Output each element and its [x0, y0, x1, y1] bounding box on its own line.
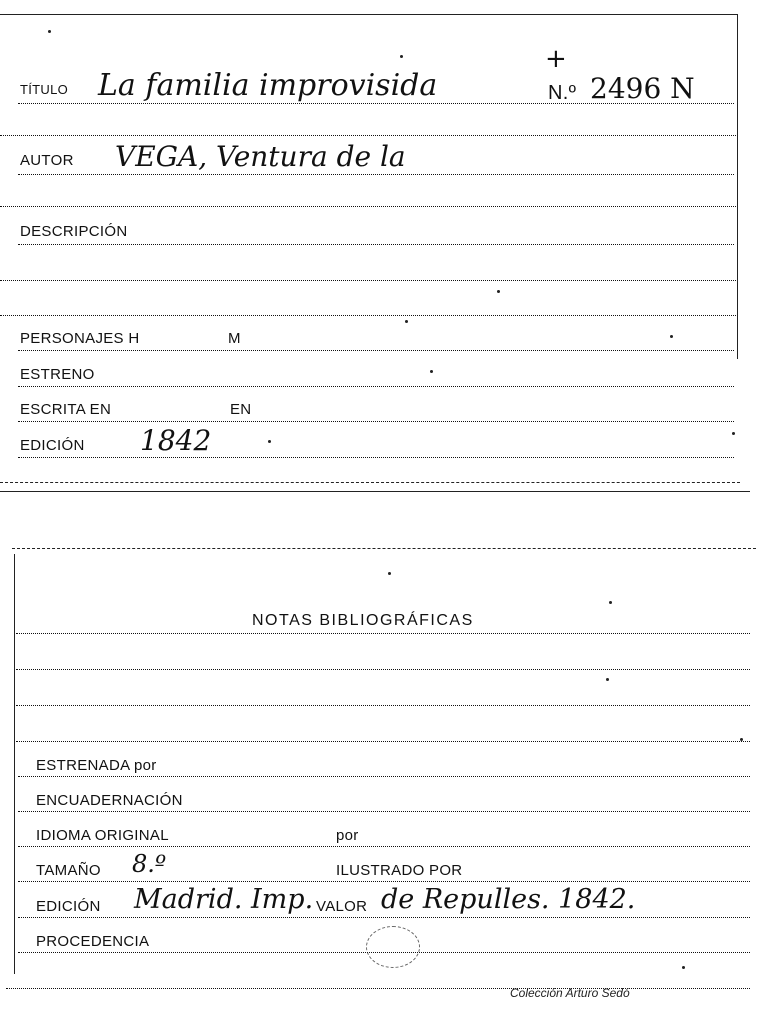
- blank-rule-1: [0, 135, 736, 136]
- tamano-value: 8.º: [132, 850, 167, 878]
- autor-rule: [18, 174, 734, 175]
- edicion2-value-b: de Repulles. 1842.: [381, 884, 636, 915]
- speck: [405, 320, 408, 323]
- escrita-rule: [18, 421, 734, 422]
- personajes-m-label: M: [228, 330, 241, 347]
- speck: [606, 678, 609, 681]
- speck: [430, 370, 433, 373]
- speck: [682, 966, 685, 969]
- speck: [732, 432, 735, 435]
- ilustrado-label: ILUSTRADO POR: [336, 862, 463, 879]
- estrenada-rule: [18, 776, 750, 777]
- procedencia-label: PROCEDENCIA: [36, 933, 150, 950]
- collection-footer: Colección Arturo Sedó: [510, 986, 630, 1000]
- edicion2-rule: [18, 917, 750, 918]
- blank-rule-2: [0, 206, 736, 207]
- card-bottom-edge-dashed: [0, 482, 740, 483]
- card-top-edge: [12, 548, 756, 549]
- idioma-rule: [18, 846, 750, 847]
- notas-rule-3: [16, 705, 750, 706]
- valor-label: VALOR: [316, 898, 368, 915]
- autor-value: VEGA, Ventura de la: [115, 140, 406, 173]
- notas-heading: NOTAS BIBLIOGRÁFICAS: [252, 612, 474, 629]
- tamano-label: TAMAÑO: [36, 862, 101, 879]
- speck: [268, 440, 271, 443]
- bottom-rule: [6, 988, 750, 989]
- personajes-rule: [18, 350, 734, 351]
- speck: [400, 55, 403, 58]
- speck: [609, 601, 612, 604]
- card-left-edge: [14, 554, 15, 974]
- autor-label: AUTOR: [20, 152, 74, 169]
- estreno-rule: [18, 386, 734, 387]
- notas-rule-1: [16, 633, 750, 634]
- speck: [48, 30, 51, 33]
- speck: [670, 335, 673, 338]
- idioma-label: IDIOMA ORIGINAL: [36, 827, 169, 844]
- procedencia-rule: [18, 952, 750, 953]
- punch-hole: [366, 926, 420, 968]
- descripcion-label: DESCRIPCIÓN: [20, 223, 128, 240]
- encuadernacion-rule: [18, 811, 750, 812]
- escrita-label: ESCRITA EN: [20, 401, 112, 418]
- blank-rule-4: [0, 315, 736, 316]
- catalog-card-front: [0, 0, 740, 492]
- edicion-label: EDICIÓN: [20, 437, 85, 454]
- numero-value: 2496 N: [590, 72, 695, 105]
- titulo-label: TÍTULO: [20, 82, 69, 97]
- edicion2-value-a: Madrid. Imp.: [134, 884, 314, 915]
- catalog-card-back: [6, 548, 758, 1018]
- notas-rule-4: [16, 741, 750, 742]
- titulo-value: La familia improvisida: [98, 68, 438, 103]
- encuadernacion-label: ENCUADERNACIÓN: [36, 792, 183, 809]
- titulo-rule: [18, 103, 734, 104]
- tamano-rule: [18, 881, 750, 882]
- blank-rule-3: [0, 280, 736, 281]
- edicion-value: 1842: [140, 424, 212, 457]
- card-right-edge: [737, 14, 738, 359]
- numero-label: N.º: [548, 82, 577, 104]
- speck: [388, 572, 391, 575]
- descripcion-rule: [18, 244, 734, 245]
- idioma-por-label: por: [336, 827, 359, 844]
- speck: [740, 738, 743, 741]
- card-top-edge: [0, 14, 738, 15]
- personajes-label: PERSONAJES H: [20, 330, 140, 347]
- edicion-rule: [18, 457, 734, 458]
- card-bottom-edge: [0, 491, 750, 492]
- speck: [497, 290, 500, 293]
- cross-mark: +: [545, 44, 567, 74]
- edicion2-label: EDICIÓN: [36, 898, 101, 915]
- estrenada-label: ESTRENADA por: [36, 757, 157, 774]
- escrita-en-label: EN: [230, 401, 252, 418]
- estreno-label: ESTRENO: [20, 366, 95, 383]
- notas-rule-2: [16, 669, 750, 670]
